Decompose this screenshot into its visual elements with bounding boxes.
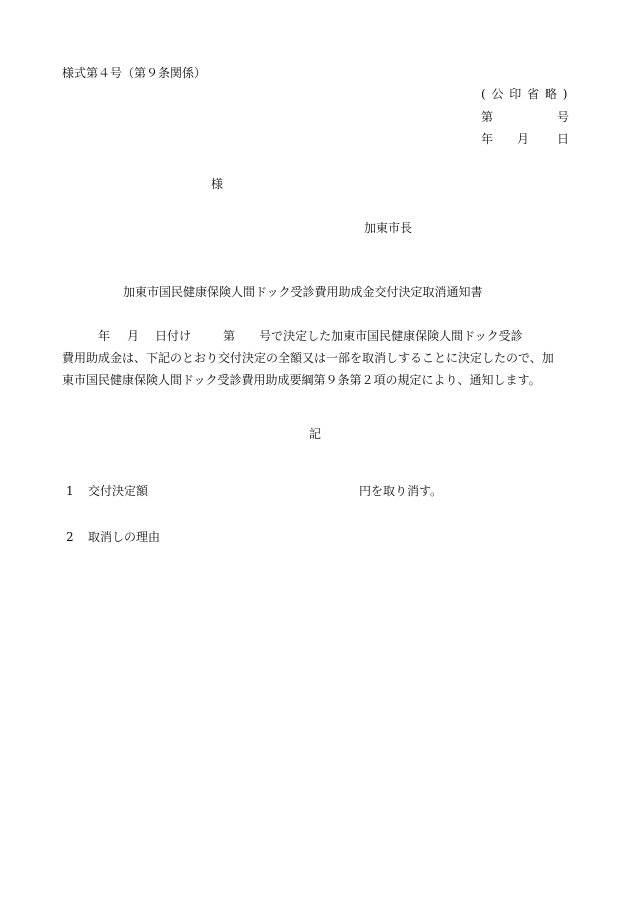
koin-shoryaku-label: ( 公 印 省 略 )	[481, 87, 569, 101]
body-line1-rest: 号で決定した加東市国民健康保険人間ドック受診	[259, 329, 523, 343]
number-dai-label: 第	[481, 110, 494, 124]
body-paragraph	[62, 325, 572, 391]
item-2-label: 取消しの理由	[88, 530, 161, 544]
item-1-label: 交付決定額	[88, 484, 149, 498]
recipient-suffix: 様	[211, 177, 224, 191]
item-2-number: 2	[66, 530, 74, 544]
body-line-3: 東市国民健康保険人間ドック受診費用助成要綱第９条第２項の規定により、通知します。	[62, 373, 541, 387]
date-day-label: 日	[557, 132, 570, 146]
number-go-label: 号	[557, 110, 570, 124]
document-title: 加東市国民健康保険人間ドック受診費用助成金交付決定取消通知書	[123, 285, 483, 299]
item-1-number: 1	[66, 484, 74, 498]
date-year-label: 年	[481, 132, 494, 146]
body-hizuke: 日付け	[155, 329, 192, 343]
item-1-suffix: 円を取り消す。	[359, 484, 443, 498]
body-tsuki: 月	[127, 329, 140, 343]
sender-name: 加東市長	[364, 221, 413, 235]
body-nen: 年	[98, 329, 111, 343]
ki-heading: 記	[309, 427, 322, 441]
date-month-label: 月	[517, 132, 530, 146]
form-label: 様式第４号（第９条関係）	[62, 66, 207, 80]
body-dai: 第	[223, 329, 236, 343]
body-line-1	[62, 325, 572, 347]
body-line-2: 費用助成金は、下記のとおり交付決定の全額又は一部を取消しすることに決定したので、加	[62, 351, 554, 365]
